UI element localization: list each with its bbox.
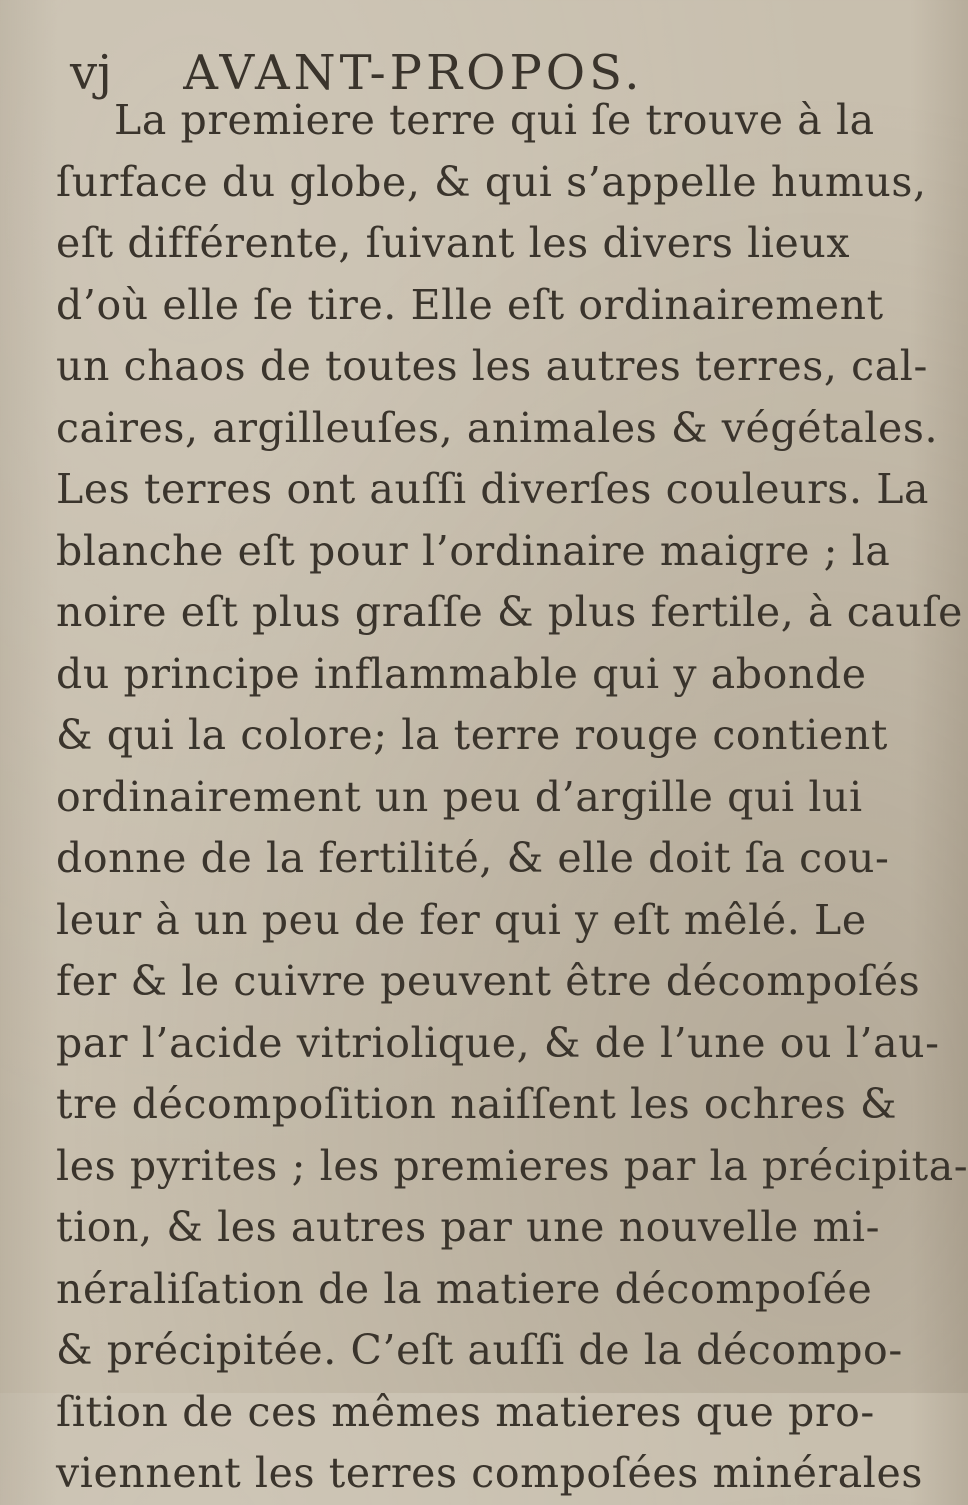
text-line: eſt différente, ſuivant les divers lieux [56, 219, 851, 267]
text-line: ſurface du globe, & qui s’appelle humus, [56, 157, 927, 206]
text-line: caires, argilleuſes, animales & végétales. [56, 403, 939, 452]
page-number: vj [70, 45, 112, 101]
text-line: les pyrites ; les premieres par la précipita- [56, 1141, 968, 1190]
text-line: par l’acide vitriolique, & de l’une ou l’au- [56, 1018, 940, 1067]
text-line: d’où elle ſe tire. Elle eſt ordinairement [56, 280, 884, 329]
text-line: noire eſt plus graſſe & plus fertile, à cauſe [56, 588, 963, 636]
text-line: ſition de ces mêmes matieres que pro- [56, 1387, 875, 1436]
text-line: Les terres ont auſſi diverſes couleurs. La [56, 465, 930, 513]
text-line: un chaos de toutes les autres terres, cal- [56, 342, 928, 390]
text-line: blanche eſt pour l’ordinaire maigre ; la [56, 526, 891, 575]
text-line: & précipitée. C’eſt auſſi de la décompo- [56, 1326, 903, 1374]
text-line: donne de la fertilité, & elle doit ſa cou- [56, 834, 890, 882]
text-line: ordinairement un peu d’argille qui lui [56, 772, 863, 821]
text-line: leur à un peu de fer qui y eſt mêlé. Le [56, 895, 867, 944]
text-line: La premiere terre qui ſe trouve à la [114, 96, 875, 144]
running-head: AVANT-PROPOS. [183, 45, 644, 101]
text-line: & qui la colore; la terre rouge contient [56, 711, 888, 759]
text-line: tion, & les autres par une nouvelle mi- [56, 1203, 881, 1251]
text-line: fer & le cuivre peuvent être décompoſés [56, 957, 921, 1005]
text-line: viennent les terres compoſées minérales [56, 1449, 924, 1497]
text-line: tre décompoſition naiſſent les ochres & [56, 1080, 898, 1128]
body-text [56, 90, 968, 1505]
text-line: néraliſation de la matiere décompoſée [56, 1264, 873, 1313]
text-line: du principe inflammable qui y abonde [56, 649, 867, 698]
